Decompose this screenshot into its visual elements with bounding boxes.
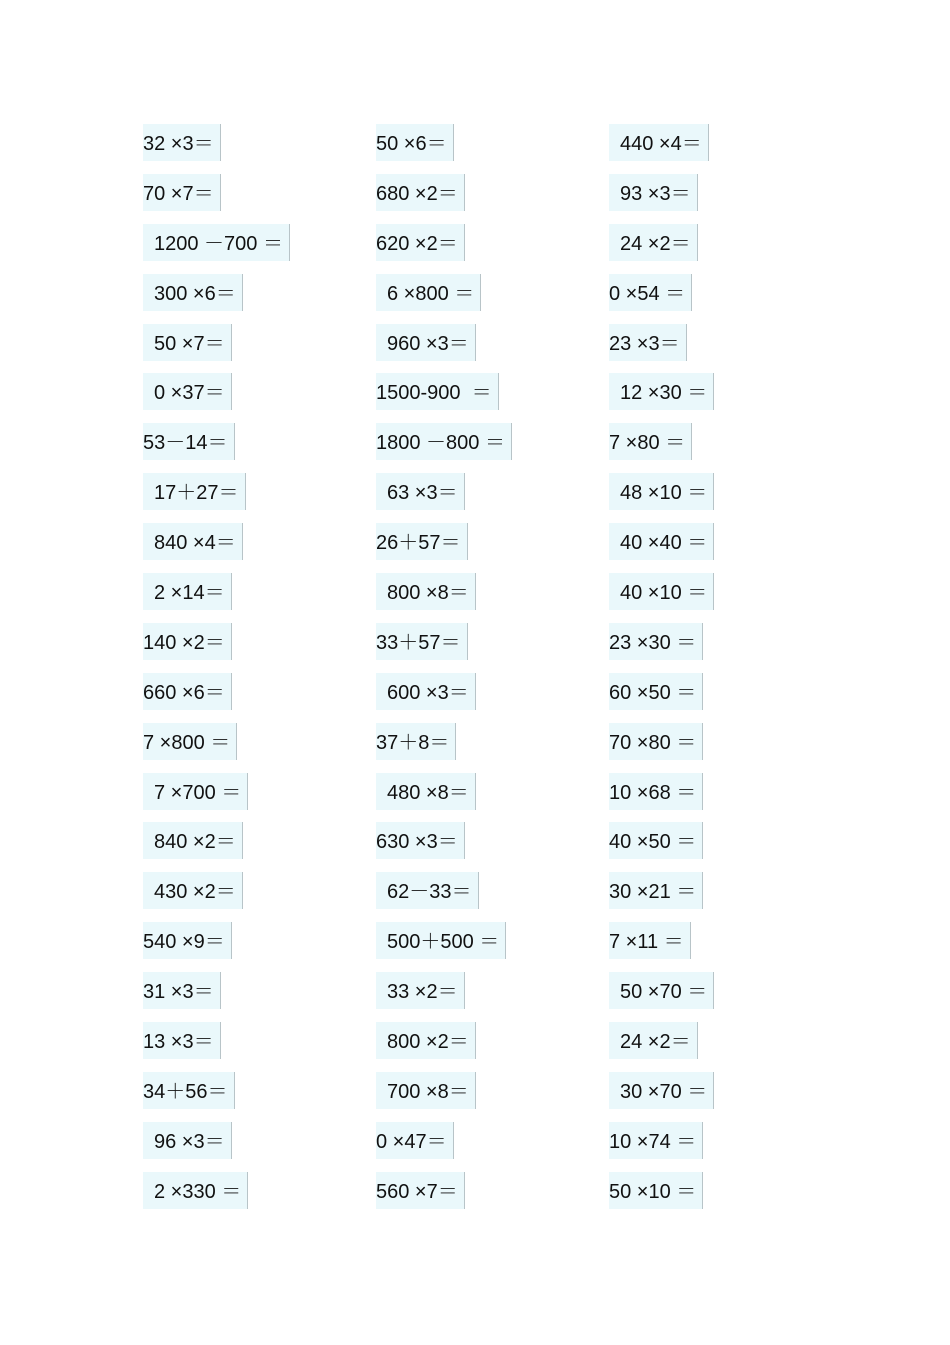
arithmetic-problem: 2 ×330 ＝ xyxy=(143,1172,248,1209)
problem-row xyxy=(143,324,290,361)
problem-row xyxy=(376,373,512,410)
problem-row xyxy=(609,972,714,1009)
arithmetic-problem: 620 ×2＝ xyxy=(376,224,465,261)
problem-row xyxy=(376,1072,512,1109)
arithmetic-problem: 17＋27＝ xyxy=(143,473,246,510)
arithmetic-problem: 24 ×2＝ xyxy=(609,1022,698,1059)
problem-row xyxy=(609,473,714,510)
problem-row xyxy=(376,224,512,261)
arithmetic-problem: 32 ×3＝ xyxy=(143,124,221,161)
problem-row xyxy=(143,523,290,560)
arithmetic-problem: 70 ×80 ＝ xyxy=(609,723,703,760)
problem-row xyxy=(143,922,290,959)
problem-row xyxy=(609,922,714,959)
problem-row xyxy=(609,324,714,361)
problem-row xyxy=(609,1172,714,1209)
arithmetic-problem: 34＋56＝ xyxy=(143,1072,235,1109)
arithmetic-problem: 800 ×8＝ xyxy=(376,573,476,610)
problem-row xyxy=(143,473,290,510)
problem-row xyxy=(609,623,714,660)
problem-row xyxy=(376,473,512,510)
arithmetic-problem: 140 ×2＝ xyxy=(143,623,232,660)
arithmetic-problem: 7 ×11 ＝ xyxy=(609,922,691,959)
arithmetic-problem: 50 ×6＝ xyxy=(376,124,454,161)
problem-row xyxy=(376,174,512,211)
arithmetic-problem: 30 ×70 ＝ xyxy=(609,1072,714,1109)
arithmetic-problem: 0 ×37＝ xyxy=(143,373,232,410)
problem-row xyxy=(376,822,512,859)
problem-row xyxy=(376,922,512,959)
problem-row xyxy=(376,324,512,361)
arithmetic-problem: 7 ×80 ＝ xyxy=(609,423,692,460)
problem-row xyxy=(376,1122,512,1159)
problem-row xyxy=(609,274,714,311)
problem-row xyxy=(609,423,714,460)
arithmetic-problem: 10 ×74 ＝ xyxy=(609,1122,703,1159)
problem-row xyxy=(609,773,714,810)
problem-row xyxy=(143,773,290,810)
arithmetic-problem: 70 ×7＝ xyxy=(143,174,221,211)
problem-row xyxy=(609,723,714,760)
arithmetic-problem: 62－33＝ xyxy=(376,872,479,909)
problem-row xyxy=(609,1072,714,1109)
problem-row xyxy=(143,1122,290,1159)
arithmetic-problem: 13 ×3＝ xyxy=(143,1022,221,1059)
arithmetic-problem: 7 ×800 ＝ xyxy=(143,723,237,760)
arithmetic-problem: 40 ×50 ＝ xyxy=(609,822,703,859)
problem-row xyxy=(609,124,714,161)
problem-row xyxy=(376,1022,512,1059)
problem-row xyxy=(376,723,512,760)
arithmetic-problem: 23 ×30 ＝ xyxy=(609,623,703,660)
arithmetic-problem: 1800 －800 ＝ xyxy=(376,423,512,460)
arithmetic-problem: 480 ×8＝ xyxy=(376,773,476,810)
problem-row xyxy=(143,1072,290,1109)
problem-row xyxy=(376,274,512,311)
arithmetic-problem: 23 ×3＝ xyxy=(609,324,687,361)
arithmetic-problem: 33 ×2＝ xyxy=(376,972,465,1009)
problem-row xyxy=(376,124,512,161)
arithmetic-problem: 1200 －700 ＝ xyxy=(143,224,290,261)
problem-row xyxy=(609,174,714,211)
problem-row xyxy=(143,822,290,859)
arithmetic-problem: 10 ×68 ＝ xyxy=(609,773,703,810)
arithmetic-problem: 840 ×2＝ xyxy=(143,822,243,859)
arithmetic-problem: 50 ×7＝ xyxy=(143,324,232,361)
problem-row xyxy=(609,224,714,261)
arithmetic-problem: 60 ×50 ＝ xyxy=(609,673,703,710)
problem-row xyxy=(143,224,290,261)
problem-row xyxy=(143,573,290,610)
problem-row xyxy=(376,523,512,560)
arithmetic-problem: 63 ×3＝ xyxy=(376,473,465,510)
arithmetic-problem: 33＋57＝ xyxy=(376,623,468,660)
problem-row xyxy=(143,124,290,161)
problem-row xyxy=(143,274,290,311)
arithmetic-problem: 800 ×2＝ xyxy=(376,1022,476,1059)
problem-row xyxy=(609,373,714,410)
problem-row xyxy=(143,872,290,909)
arithmetic-problem: 0 ×47＝ xyxy=(376,1122,454,1159)
problem-row xyxy=(376,673,512,710)
arithmetic-problem: 600 ×3＝ xyxy=(376,673,476,710)
arithmetic-problem: 840 ×4＝ xyxy=(143,523,243,560)
arithmetic-problem: 50 ×10 ＝ xyxy=(609,1172,703,1209)
arithmetic-problem: 440 ×4＝ xyxy=(609,124,709,161)
problem-row xyxy=(143,1172,290,1209)
arithmetic-problem: 26＋57＝ xyxy=(376,523,468,560)
problem-row xyxy=(376,972,512,1009)
arithmetic-problem: 2 ×14＝ xyxy=(143,573,232,610)
arithmetic-problem: 12 ×30 ＝ xyxy=(609,373,714,410)
problem-column-1 xyxy=(143,124,290,1222)
problem-row xyxy=(376,623,512,660)
arithmetic-problem: 48 ×10 ＝ xyxy=(609,473,714,510)
arithmetic-problem: 31 ×3＝ xyxy=(143,972,221,1009)
arithmetic-problem: 560 ×7＝ xyxy=(376,1172,465,1209)
problem-row xyxy=(609,573,714,610)
problem-row xyxy=(609,673,714,710)
arithmetic-problem: 300 ×6＝ xyxy=(143,274,243,311)
arithmetic-problem: 960 ×3＝ xyxy=(376,324,476,361)
problem-row xyxy=(143,174,290,211)
problem-row xyxy=(609,872,714,909)
arithmetic-problem: 500＋500 ＝ xyxy=(376,922,506,959)
problem-row xyxy=(376,773,512,810)
arithmetic-problem: 700 ×8＝ xyxy=(376,1072,476,1109)
arithmetic-problem: 660 ×6＝ xyxy=(143,673,232,710)
problem-row xyxy=(143,423,290,460)
arithmetic-problem: 430 ×2＝ xyxy=(143,872,243,909)
problem-row xyxy=(609,822,714,859)
arithmetic-problem: 96 ×3＝ xyxy=(143,1122,232,1159)
problem-row xyxy=(143,673,290,710)
arithmetic-problem: 40 ×10 ＝ xyxy=(609,573,714,610)
problem-column-2 xyxy=(376,124,512,1222)
problem-row xyxy=(609,523,714,560)
problem-row xyxy=(376,573,512,610)
problem-row xyxy=(376,423,512,460)
problem-column-3 xyxy=(609,124,714,1222)
arithmetic-problem: 0 ×54 ＝ xyxy=(609,274,692,311)
arithmetic-problem: 630 ×3＝ xyxy=(376,822,465,859)
arithmetic-problem: 53－14＝ xyxy=(143,423,235,460)
problem-row xyxy=(376,872,512,909)
arithmetic-problem: 24 ×2＝ xyxy=(609,224,698,261)
arithmetic-problem: 6 ×800 ＝ xyxy=(376,274,481,311)
arithmetic-problem: 7 ×700 ＝ xyxy=(143,773,248,810)
problem-row xyxy=(143,972,290,1009)
problem-row xyxy=(609,1022,714,1059)
problem-row xyxy=(143,1022,290,1059)
problem-row xyxy=(609,1122,714,1159)
arithmetic-problem: 93 ×3＝ xyxy=(609,174,698,211)
arithmetic-problem: 680 ×2＝ xyxy=(376,174,465,211)
problem-row xyxy=(143,373,290,410)
arithmetic-problem: 37＋8＝ xyxy=(376,723,456,760)
problem-row xyxy=(143,623,290,660)
arithmetic-problem: 30 ×21 ＝ xyxy=(609,872,703,909)
problem-row xyxy=(376,1172,512,1209)
arithmetic-problem: 50 ×70 ＝ xyxy=(609,972,714,1009)
problem-row xyxy=(143,723,290,760)
arithmetic-problem: 540 ×9＝ xyxy=(143,922,232,959)
arithmetic-problem: 1500-900 ＝ xyxy=(376,373,499,410)
arithmetic-problem: 40 ×40 ＝ xyxy=(609,523,714,560)
